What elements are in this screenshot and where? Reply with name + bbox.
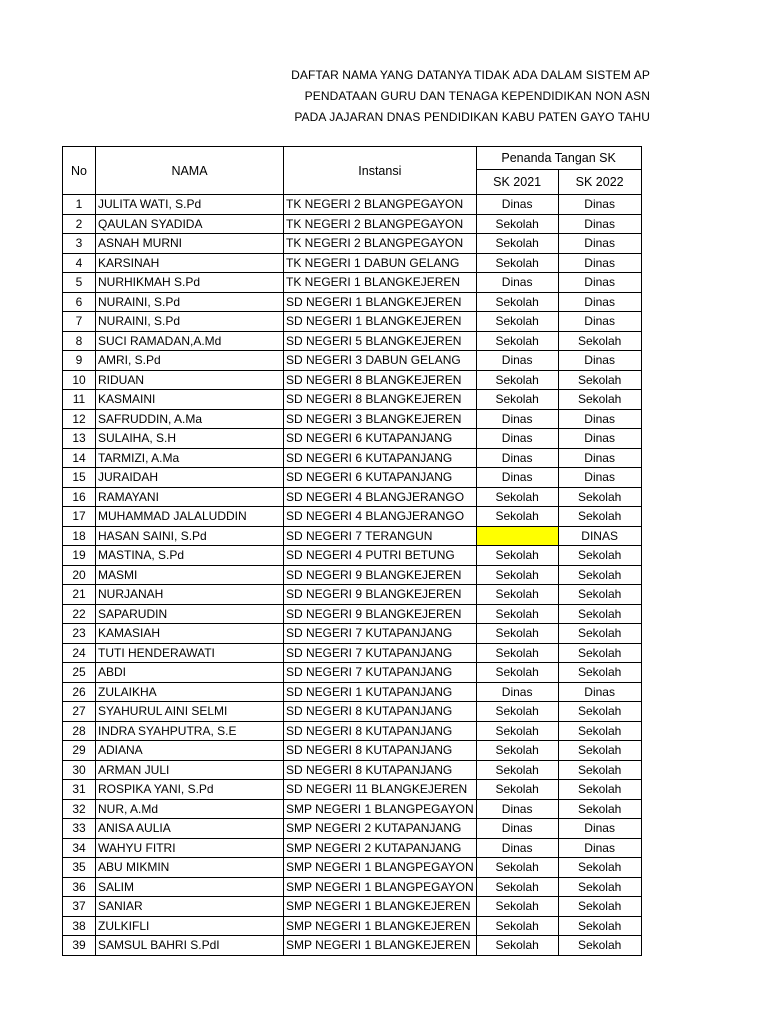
cell-sk-2022: Sekolah — [558, 487, 641, 507]
cell-instansi: SD NEGERI 1 BLANGKEJEREN — [284, 292, 477, 312]
cell-no: 6 — [63, 292, 96, 312]
cell-sk-2021: Sekolah — [476, 292, 558, 312]
cell-nama: RAMAYANI — [96, 487, 284, 507]
cell-sk-2021: Dinas — [476, 838, 558, 858]
table-row — [63, 234, 642, 254]
cell-sk-2022: Dinas — [558, 448, 641, 468]
cell-sk-2022: Sekolah — [558, 643, 641, 663]
table-row — [63, 916, 642, 936]
cell-no: 37 — [63, 897, 96, 917]
cell-sk-2022: Sekolah — [558, 370, 641, 390]
cell-instansi: SD NEGERI 4 BLANGJERANGO — [284, 507, 477, 527]
cell-sk-2022: Dinas — [558, 234, 641, 254]
cell-no: 23 — [63, 624, 96, 644]
cell-instansi: SD NEGERI 4 BLANGJERANGO — [284, 487, 477, 507]
cell-instansi: SD NEGERI 1 BLANGKEJEREN — [284, 312, 477, 332]
teacher-table — [62, 146, 642, 956]
cell-no: 24 — [63, 643, 96, 663]
cell-sk-2021: Dinas — [476, 429, 558, 449]
cell-nama: AMRI, S.Pd — [96, 351, 284, 371]
table-row — [63, 195, 642, 215]
cell-sk-2022: DINAS — [558, 526, 641, 546]
cell-nama: INDRA SYAHPUTRA, S.E — [96, 721, 284, 741]
table-row — [63, 936, 642, 956]
table-row — [63, 448, 642, 468]
cell-instansi: SD NEGERI 6 KUTAPANJANG — [284, 468, 477, 488]
cell-sk-2021: Dinas — [476, 468, 558, 488]
title-line-1: DAFTAR NAMA YANG DATANYA TIDAK ADA DALAM SISTEM AP — [291, 68, 650, 82]
cell-instansi: SD NEGERI 7 KUTAPANJANG — [284, 624, 477, 644]
cell-sk-2021: Sekolah — [476, 585, 558, 605]
cell-nama: WAHYU FITRI — [96, 838, 284, 858]
cell-instansi: SD NEGERI 11 BLANGKEJEREN — [284, 780, 477, 800]
cell-no: 35 — [63, 858, 96, 878]
table-row — [63, 663, 642, 683]
table-row — [63, 351, 642, 371]
cell-nama: NURAINI, S.Pd — [96, 292, 284, 312]
cell-no: 4 — [63, 253, 96, 273]
cell-sk-2021: Sekolah — [476, 507, 558, 527]
table-row — [63, 507, 642, 527]
cell-sk-2022: Sekolah — [558, 663, 641, 683]
table-row — [63, 721, 642, 741]
cell-nama: ARMAN JULI — [96, 760, 284, 780]
cell-sk-2022: Dinas — [558, 429, 641, 449]
cell-sk-2021: Sekolah — [476, 916, 558, 936]
cell-sk-2021: Sekolah — [476, 760, 558, 780]
cell-nama: ASNAH MURNI — [96, 234, 284, 254]
header-sk-2022: SK 2022 — [558, 170, 641, 195]
cell-sk-2021 — [476, 526, 558, 546]
table-row — [63, 819, 642, 839]
cell-nama: ROSPIKA YANI, S.Pd — [96, 780, 284, 800]
header-instansi: Instansi — [284, 147, 477, 195]
cell-no: 20 — [63, 565, 96, 585]
cell-nama: TARMIZI, A.Ma — [96, 448, 284, 468]
cell-instansi: SD NEGERI 5 BLANGKEJEREN — [284, 331, 477, 351]
cell-nama: SYAHURUL AINI SELMI — [96, 702, 284, 722]
cell-no: 17 — [63, 507, 96, 527]
cell-sk-2022: Sekolah — [558, 877, 641, 897]
cell-sk-2022: Dinas — [558, 312, 641, 332]
cell-no: 1 — [63, 195, 96, 215]
cell-nama: KARSINAH — [96, 253, 284, 273]
cell-nama: HASAN SAINI, S.Pd — [96, 526, 284, 546]
cell-nama: MASTINA, S.Pd — [96, 546, 284, 566]
cell-no: 30 — [63, 760, 96, 780]
cell-instansi: SMP NEGERI 2 KUTAPANJANG — [284, 838, 477, 858]
header-sk-2021: SK 2021 — [476, 170, 558, 195]
cell-sk-2021: Sekolah — [476, 780, 558, 800]
cell-instansi: SMP NEGERI 1 BLANGKEJEREN — [284, 936, 477, 956]
cell-sk-2021: Sekolah — [476, 936, 558, 956]
cell-sk-2022: Dinas — [558, 819, 641, 839]
cell-sk-2021: Sekolah — [476, 643, 558, 663]
cell-nama: NURHIKMAH S.Pd — [96, 273, 284, 293]
table-row — [63, 702, 642, 722]
cell-sk-2021: Dinas — [476, 682, 558, 702]
table-row — [63, 799, 642, 819]
cell-instansi: SD NEGERI 6 KUTAPANJANG — [284, 429, 477, 449]
cell-nama: RIDUAN — [96, 370, 284, 390]
cell-nama: MASMI — [96, 565, 284, 585]
table-row — [63, 292, 642, 312]
cell-instansi: SD NEGERI 9 BLANGKEJEREN — [284, 604, 477, 624]
cell-instansi: SD NEGERI 8 BLANGKEJEREN — [284, 370, 477, 390]
cell-nama: JULITA WATI, S.Pd — [96, 195, 284, 215]
cell-sk-2021: Sekolah — [476, 741, 558, 761]
cell-instansi: SD NEGERI 8 KUTAPANJANG — [284, 721, 477, 741]
cell-nama: KASMAINI — [96, 390, 284, 410]
table-row — [63, 429, 642, 449]
cell-sk-2022: Dinas — [558, 468, 641, 488]
cell-nama: SAMSUL BAHRI S.PdI — [96, 936, 284, 956]
cell-sk-2021: Sekolah — [476, 897, 558, 917]
cell-nama: ABU MIKMIN — [96, 858, 284, 878]
cell-instansi: SD NEGERI 8 BLANGKEJEREN — [284, 390, 477, 410]
cell-sk-2022: Sekolah — [558, 936, 641, 956]
cell-instansi: SD NEGERI 9 BLANGKEJEREN — [284, 565, 477, 585]
cell-sk-2021: Dinas — [476, 799, 558, 819]
cell-no: 39 — [63, 936, 96, 956]
title-line-2: PENDATAAN GURU DAN TENAGA KEPENDIDIKAN NON ASN — [304, 89, 650, 103]
table-row — [63, 214, 642, 234]
cell-sk-2021: Sekolah — [476, 663, 558, 683]
table-row — [63, 624, 642, 644]
cell-nama: QAULAN SYADIDA — [96, 214, 284, 234]
cell-sk-2021: Sekolah — [476, 234, 558, 254]
cell-instansi: SD NEGERI 6 KUTAPANJANG — [284, 448, 477, 468]
title-line-3: PADA JAJARAN DNAS PENDIDIKAN KABU PATEN GAYO TAHU — [294, 110, 650, 124]
table-row — [63, 526, 642, 546]
cell-no: 21 — [63, 585, 96, 605]
cell-sk-2022: Sekolah — [558, 799, 641, 819]
table-row — [63, 331, 642, 351]
header-penanda-tangan: Penanda Tangan SK — [476, 147, 641, 170]
cell-no: 3 — [63, 234, 96, 254]
cell-nama: ZULKIFLI — [96, 916, 284, 936]
cell-no: 10 — [63, 370, 96, 390]
cell-sk-2021: Sekolah — [476, 546, 558, 566]
cell-instansi: SD NEGERI 7 TERANGUN — [284, 526, 477, 546]
table-row — [63, 409, 642, 429]
cell-instansi: SD NEGERI 7 KUTAPANJANG — [284, 643, 477, 663]
cell-instansi: SD NEGERI 3 BLANGKEJEREN — [284, 409, 477, 429]
cell-instansi: SMP NEGERI 1 BLANGPEGAYON — [284, 858, 477, 878]
table-row — [63, 858, 642, 878]
cell-nama: ZULAIKHA — [96, 682, 284, 702]
cell-no: 9 — [63, 351, 96, 371]
cell-nama: SANIAR — [96, 897, 284, 917]
cell-no: 14 — [63, 448, 96, 468]
cell-no: 16 — [63, 487, 96, 507]
cell-sk-2021: Sekolah — [476, 390, 558, 410]
cell-no: 11 — [63, 390, 96, 410]
cell-sk-2021: Dinas — [476, 448, 558, 468]
cell-sk-2021: Sekolah — [476, 702, 558, 722]
cell-sk-2022: Dinas — [558, 351, 641, 371]
table-row — [63, 468, 642, 488]
table-row — [63, 780, 642, 800]
table-row — [63, 897, 642, 917]
table-row — [63, 273, 642, 293]
cell-sk-2022: Sekolah — [558, 741, 641, 761]
cell-instansi: SMP NEGERI 2 KUTAPANJANG — [284, 819, 477, 839]
cell-nama: SULAIHA, S.H — [96, 429, 284, 449]
cell-sk-2021: Sekolah — [476, 877, 558, 897]
cell-sk-2022: Sekolah — [558, 585, 641, 605]
cell-instansi: SD NEGERI 8 KUTAPANJANG — [284, 741, 477, 761]
cell-sk-2021: Sekolah — [476, 370, 558, 390]
cell-no: 2 — [63, 214, 96, 234]
cell-sk-2021: Sekolah — [476, 487, 558, 507]
table-row — [63, 877, 642, 897]
cell-sk-2022: Sekolah — [558, 858, 641, 878]
cell-sk-2022: Sekolah — [558, 546, 641, 566]
cell-instansi: SD NEGERI 4 PUTRI BETUNG — [284, 546, 477, 566]
cell-sk-2021: Dinas — [476, 195, 558, 215]
cell-sk-2021: Sekolah — [476, 331, 558, 351]
cell-sk-2022: Sekolah — [558, 780, 641, 800]
cell-nama: NURAINI, S.Pd — [96, 312, 284, 332]
cell-instansi: SD NEGERI 8 KUTAPANJANG — [284, 760, 477, 780]
cell-instansi: TK NEGERI 2 BLANGPEGAYON — [284, 195, 477, 215]
cell-no: 13 — [63, 429, 96, 449]
cell-sk-2022: Dinas — [558, 273, 641, 293]
cell-sk-2022: Dinas — [558, 214, 641, 234]
cell-nama: ANISA AULIA — [96, 819, 284, 839]
cell-nama: ADIANA — [96, 741, 284, 761]
cell-sk-2022: Sekolah — [558, 916, 641, 936]
cell-nama: TUTI HENDERAWATI — [96, 643, 284, 663]
cell-sk-2022: Dinas — [558, 682, 641, 702]
cell-sk-2022: Sekolah — [558, 760, 641, 780]
cell-no: 31 — [63, 780, 96, 800]
table-row — [63, 390, 642, 410]
cell-no: 38 — [63, 916, 96, 936]
cell-nama: JURAIDAH — [96, 468, 284, 488]
cell-nama: NURJANAH — [96, 585, 284, 605]
cell-sk-2022: Sekolah — [558, 897, 641, 917]
cell-sk-2022: Sekolah — [558, 604, 641, 624]
cell-sk-2021: Sekolah — [476, 858, 558, 878]
cell-no: 7 — [63, 312, 96, 332]
header-no: No — [63, 147, 96, 195]
cell-instansi: SD NEGERI 1 KUTAPANJANG — [284, 682, 477, 702]
cell-no: 28 — [63, 721, 96, 741]
cell-sk-2021: Dinas — [476, 273, 558, 293]
cell-sk-2022: Dinas — [558, 195, 641, 215]
cell-instansi: SMP NEGERI 1 BLANGKEJEREN — [284, 916, 477, 936]
cell-sk-2021: Sekolah — [476, 721, 558, 741]
table-row — [63, 487, 642, 507]
cell-sk-2021: Dinas — [476, 409, 558, 429]
cell-instansi: SMP NEGERI 1 BLANGPEGAYON — [284, 877, 477, 897]
table-row — [63, 585, 642, 605]
table-row — [63, 546, 642, 566]
table-row — [63, 370, 642, 390]
cell-nama: KAMASIAH — [96, 624, 284, 644]
cell-sk-2022: Sekolah — [558, 702, 641, 722]
cell-no: 15 — [63, 468, 96, 488]
cell-nama: NUR, A.Md — [96, 799, 284, 819]
table-row — [63, 741, 642, 761]
cell-sk-2021: Sekolah — [476, 604, 558, 624]
cell-nama: SUCI RAMADAN,A.Md — [96, 331, 284, 351]
cell-instansi: TK NEGERI 2 BLANGPEGAYON — [284, 214, 477, 234]
table-row — [63, 682, 642, 702]
cell-instansi: SMP NEGERI 1 BLANGKEJEREN — [284, 897, 477, 917]
table-row — [63, 565, 642, 585]
cell-sk-2021: Sekolah — [476, 253, 558, 273]
cell-sk-2022: Dinas — [558, 409, 641, 429]
cell-nama: SAPARUDIN — [96, 604, 284, 624]
table-row — [63, 760, 642, 780]
cell-sk-2022: Dinas — [558, 292, 641, 312]
cell-no: 5 — [63, 273, 96, 293]
cell-no: 32 — [63, 799, 96, 819]
cell-no: 19 — [63, 546, 96, 566]
cell-no: 33 — [63, 819, 96, 839]
cell-sk-2022: Dinas — [558, 253, 641, 273]
cell-sk-2022: Sekolah — [558, 390, 641, 410]
cell-no: 27 — [63, 702, 96, 722]
cell-sk-2021: Sekolah — [476, 565, 558, 585]
table-row — [63, 838, 642, 858]
table-body — [63, 195, 642, 956]
cell-instansi: SD NEGERI 3 DABUN GELANG — [284, 351, 477, 371]
header-nama: NAMA — [96, 147, 284, 195]
cell-nama: MUHAMMAD JALALUDDIN — [96, 507, 284, 527]
cell-no: 34 — [63, 838, 96, 858]
table-row — [63, 604, 642, 624]
cell-instansi: SD NEGERI 7 KUTAPANJANG — [284, 663, 477, 683]
cell-sk-2021: Sekolah — [476, 624, 558, 644]
cell-no: 22 — [63, 604, 96, 624]
cell-no: 26 — [63, 682, 96, 702]
cell-no: 12 — [63, 409, 96, 429]
cell-sk-2021: Sekolah — [476, 312, 558, 332]
cell-sk-2021: Dinas — [476, 819, 558, 839]
table-row — [63, 643, 642, 663]
cell-instansi: TK NEGERI 1 BLANGKEJEREN — [284, 273, 477, 293]
cell-instansi: TK NEGERI 2 BLANGPEGAYON — [284, 234, 477, 254]
cell-nama: SAFRUDDIN, A.Ma — [96, 409, 284, 429]
cell-nama: SALIM — [96, 877, 284, 897]
cell-no: 36 — [63, 877, 96, 897]
cell-instansi: TK NEGERI 1 DABUN GELANG — [284, 253, 477, 273]
cell-sk-2021: Sekolah — [476, 214, 558, 234]
table-row — [63, 312, 642, 332]
cell-sk-2022: Sekolah — [558, 507, 641, 527]
cell-no: 18 — [63, 526, 96, 546]
cell-sk-2022: Dinas — [558, 838, 641, 858]
cell-no: 29 — [63, 741, 96, 761]
cell-sk-2022: Sekolah — [558, 624, 641, 644]
cell-instansi: SD NEGERI 9 BLANGKEJEREN — [284, 585, 477, 605]
cell-sk-2022: Sekolah — [558, 331, 641, 351]
cell-instansi: SMP NEGERI 1 BLANGPEGAYON — [284, 799, 477, 819]
cell-no: 25 — [63, 663, 96, 683]
cell-instansi: SD NEGERI 8 KUTAPANJANG — [284, 702, 477, 722]
table-row — [63, 253, 642, 273]
cell-sk-2021: Dinas — [476, 351, 558, 371]
document-title — [250, 68, 650, 128]
cell-sk-2022: Sekolah — [558, 721, 641, 741]
cell-no: 8 — [63, 331, 96, 351]
cell-nama: ABDI — [96, 663, 284, 683]
cell-sk-2022: Sekolah — [558, 565, 641, 585]
